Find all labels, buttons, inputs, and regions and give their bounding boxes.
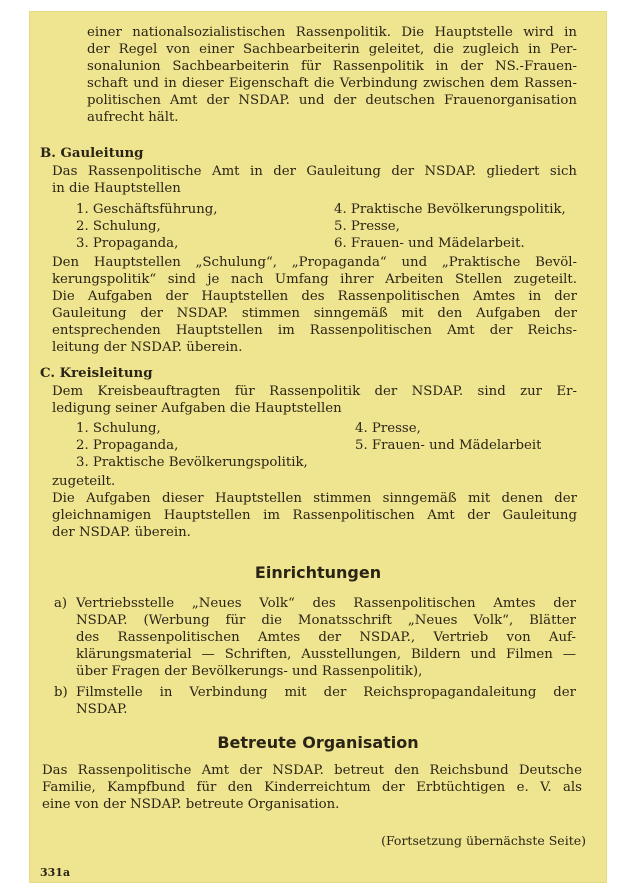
section-c-list-right xyxy=(355,420,541,454)
einrichtungen-b xyxy=(76,684,576,718)
section-b-body-line: entsprechenden Hauptstellen im Rassenpolitischen Amt der Reichs- xyxy=(52,323,577,338)
einrichtungen-heading: Einrichtungen xyxy=(254,563,382,582)
intro-paragraph xyxy=(87,24,577,126)
list-item: 2. Propaganda, xyxy=(76,438,179,453)
list-item: 3. Propaganda, xyxy=(76,236,179,251)
section-b-list-left xyxy=(76,201,218,252)
section-b-body-line: Gauleitung der NSDAP. stimmen sinngemäß mit den Aufgaben der xyxy=(52,306,577,321)
section-c-body xyxy=(52,490,577,541)
einrichtungen-a-line: des Rassenpolitischen Amtes der NSDAP., Vertrieb von Auf- xyxy=(76,630,576,645)
section-c-intro-line: ledigung seiner Aufgaben die Hauptstellen xyxy=(52,401,342,416)
intro-line: schaft und in dieser Eigenschaft die Verbindung zwischen dem Rassen- xyxy=(87,76,577,91)
section-c-intro xyxy=(52,383,577,417)
page-content xyxy=(30,12,606,882)
section-b-body-line: leitung der NSDAP. überein. xyxy=(52,340,243,355)
continued-note: (Fortsetzung übernächste Seite) xyxy=(381,833,586,848)
betreute-line: eine von der NSDAP. betreute Organisation. xyxy=(42,797,340,812)
section-c-intro-line: Dem Kreisbeauftragten für Rassenpolitik der NSDAP. sind zur Er- xyxy=(52,384,577,399)
page-number: 331a xyxy=(40,866,71,879)
list-item: 2. Schulung, xyxy=(76,219,161,234)
list-item: 1. Schulung, xyxy=(76,421,161,436)
section-c-assigned: zugeteilt. xyxy=(52,474,116,489)
section-b-body xyxy=(52,254,577,356)
einrichtungen-a-label: a) xyxy=(54,596,68,611)
list-item: 6. Frauen- und Mädelarbeit. xyxy=(334,236,525,251)
section-b-body-line: Die Aufgaben der Hauptstellen des Rassenpolitischen Amtes in der xyxy=(52,289,577,304)
section-b-intro-line: Das Rassenpolitische Amt in der Gauleitung der NSDAP. gliedert sich xyxy=(52,164,577,179)
betreute-paragraph xyxy=(42,762,582,813)
intro-line: politischen Amt der NSDAP. und der deutschen Frauenorganisation xyxy=(87,93,577,108)
einrichtungen-b-line: NSDAP. xyxy=(76,702,128,717)
intro-line: aufrecht hält. xyxy=(87,110,179,125)
list-item: 3. Praktische Bevölkerungspolitik, xyxy=(76,455,308,470)
einrichtungen-b-label: b) xyxy=(54,685,68,700)
einrichtungen-a-line: NSDAP. (Werbung für die Monatsschrift „Neues Volk“, Blätter xyxy=(76,613,576,628)
section-b-body-line: kerungspolitik“ sind je nach Umfang ihrer Arbeiten Stellen zugeteilt. xyxy=(52,272,577,287)
list-item: 5. Frauen- und Mädelarbeit xyxy=(355,438,542,453)
intro-line: sonalunion Sachbearbeiterin für Rassenpolitik in der NS.-Frauen- xyxy=(87,59,577,74)
list-item: 1. Geschäftsführung, xyxy=(76,202,218,217)
einrichtungen-b-line: Filmstelle in Verbindung mit der Reichspropagandaleitung der xyxy=(76,685,576,700)
betreute-heading: Betreute Organisation xyxy=(217,733,419,752)
section-c-heading: C. Kreisleitung xyxy=(40,366,153,381)
section-b-intro xyxy=(52,163,577,197)
intro-line: einer nationalsozialistischen Rassenpolitik. Die Hauptstelle wird in xyxy=(87,25,577,40)
list-item: 5. Presse, xyxy=(334,219,400,234)
list-item: 4. Presse, xyxy=(355,421,421,436)
einrichtungen-a-line: Vertriebsstelle „Neues Volk“ des Rassenpolitischen Amtes der xyxy=(76,596,576,611)
betreute-line: Familie, Kampfbund für den Kinderreichtum der Erbtüchtigen e. V. als xyxy=(42,780,582,795)
einrichtungen-a-line: über Fragen der Bevölkerungs- und Rassenpolitik), xyxy=(76,664,423,679)
document-page xyxy=(30,12,606,882)
betreute-line: Das Rassenpolitische Amt der NSDAP. betreut den Reichsbund Deutsche xyxy=(42,763,582,778)
list-item: 4. Praktische Bevölkerungspolitik, xyxy=(334,202,566,217)
section-c-body-line: Die Aufgaben dieser Hauptstellen stimmen sinngemäß mit denen der xyxy=(52,491,577,506)
einrichtungen-a xyxy=(76,595,576,680)
einrichtungen-a-line: klärungsmaterial — Schriften, Ausstellungen, Bildern und Filmen — xyxy=(76,647,576,662)
section-b-list-right xyxy=(334,201,566,252)
section-c-body-line: gleichnamigen Hauptstellen im Rassenpolitischen Amt der Gauleitung xyxy=(52,508,577,523)
section-b-heading: B. Gauleitung xyxy=(40,146,144,161)
section-c-body-line: der NSDAP. überein. xyxy=(52,525,191,540)
intro-line: der Regel von einer Sachbearbeiterin geleitet, die zugleich in Per- xyxy=(87,42,577,57)
section-c-list-left xyxy=(76,420,308,471)
section-b-intro-line: in die Hauptstellen xyxy=(52,181,181,196)
section-b-body-line: Den Hauptstellen „Schulung“, „Propaganda“ und „Praktische Bevöl- xyxy=(52,255,577,270)
